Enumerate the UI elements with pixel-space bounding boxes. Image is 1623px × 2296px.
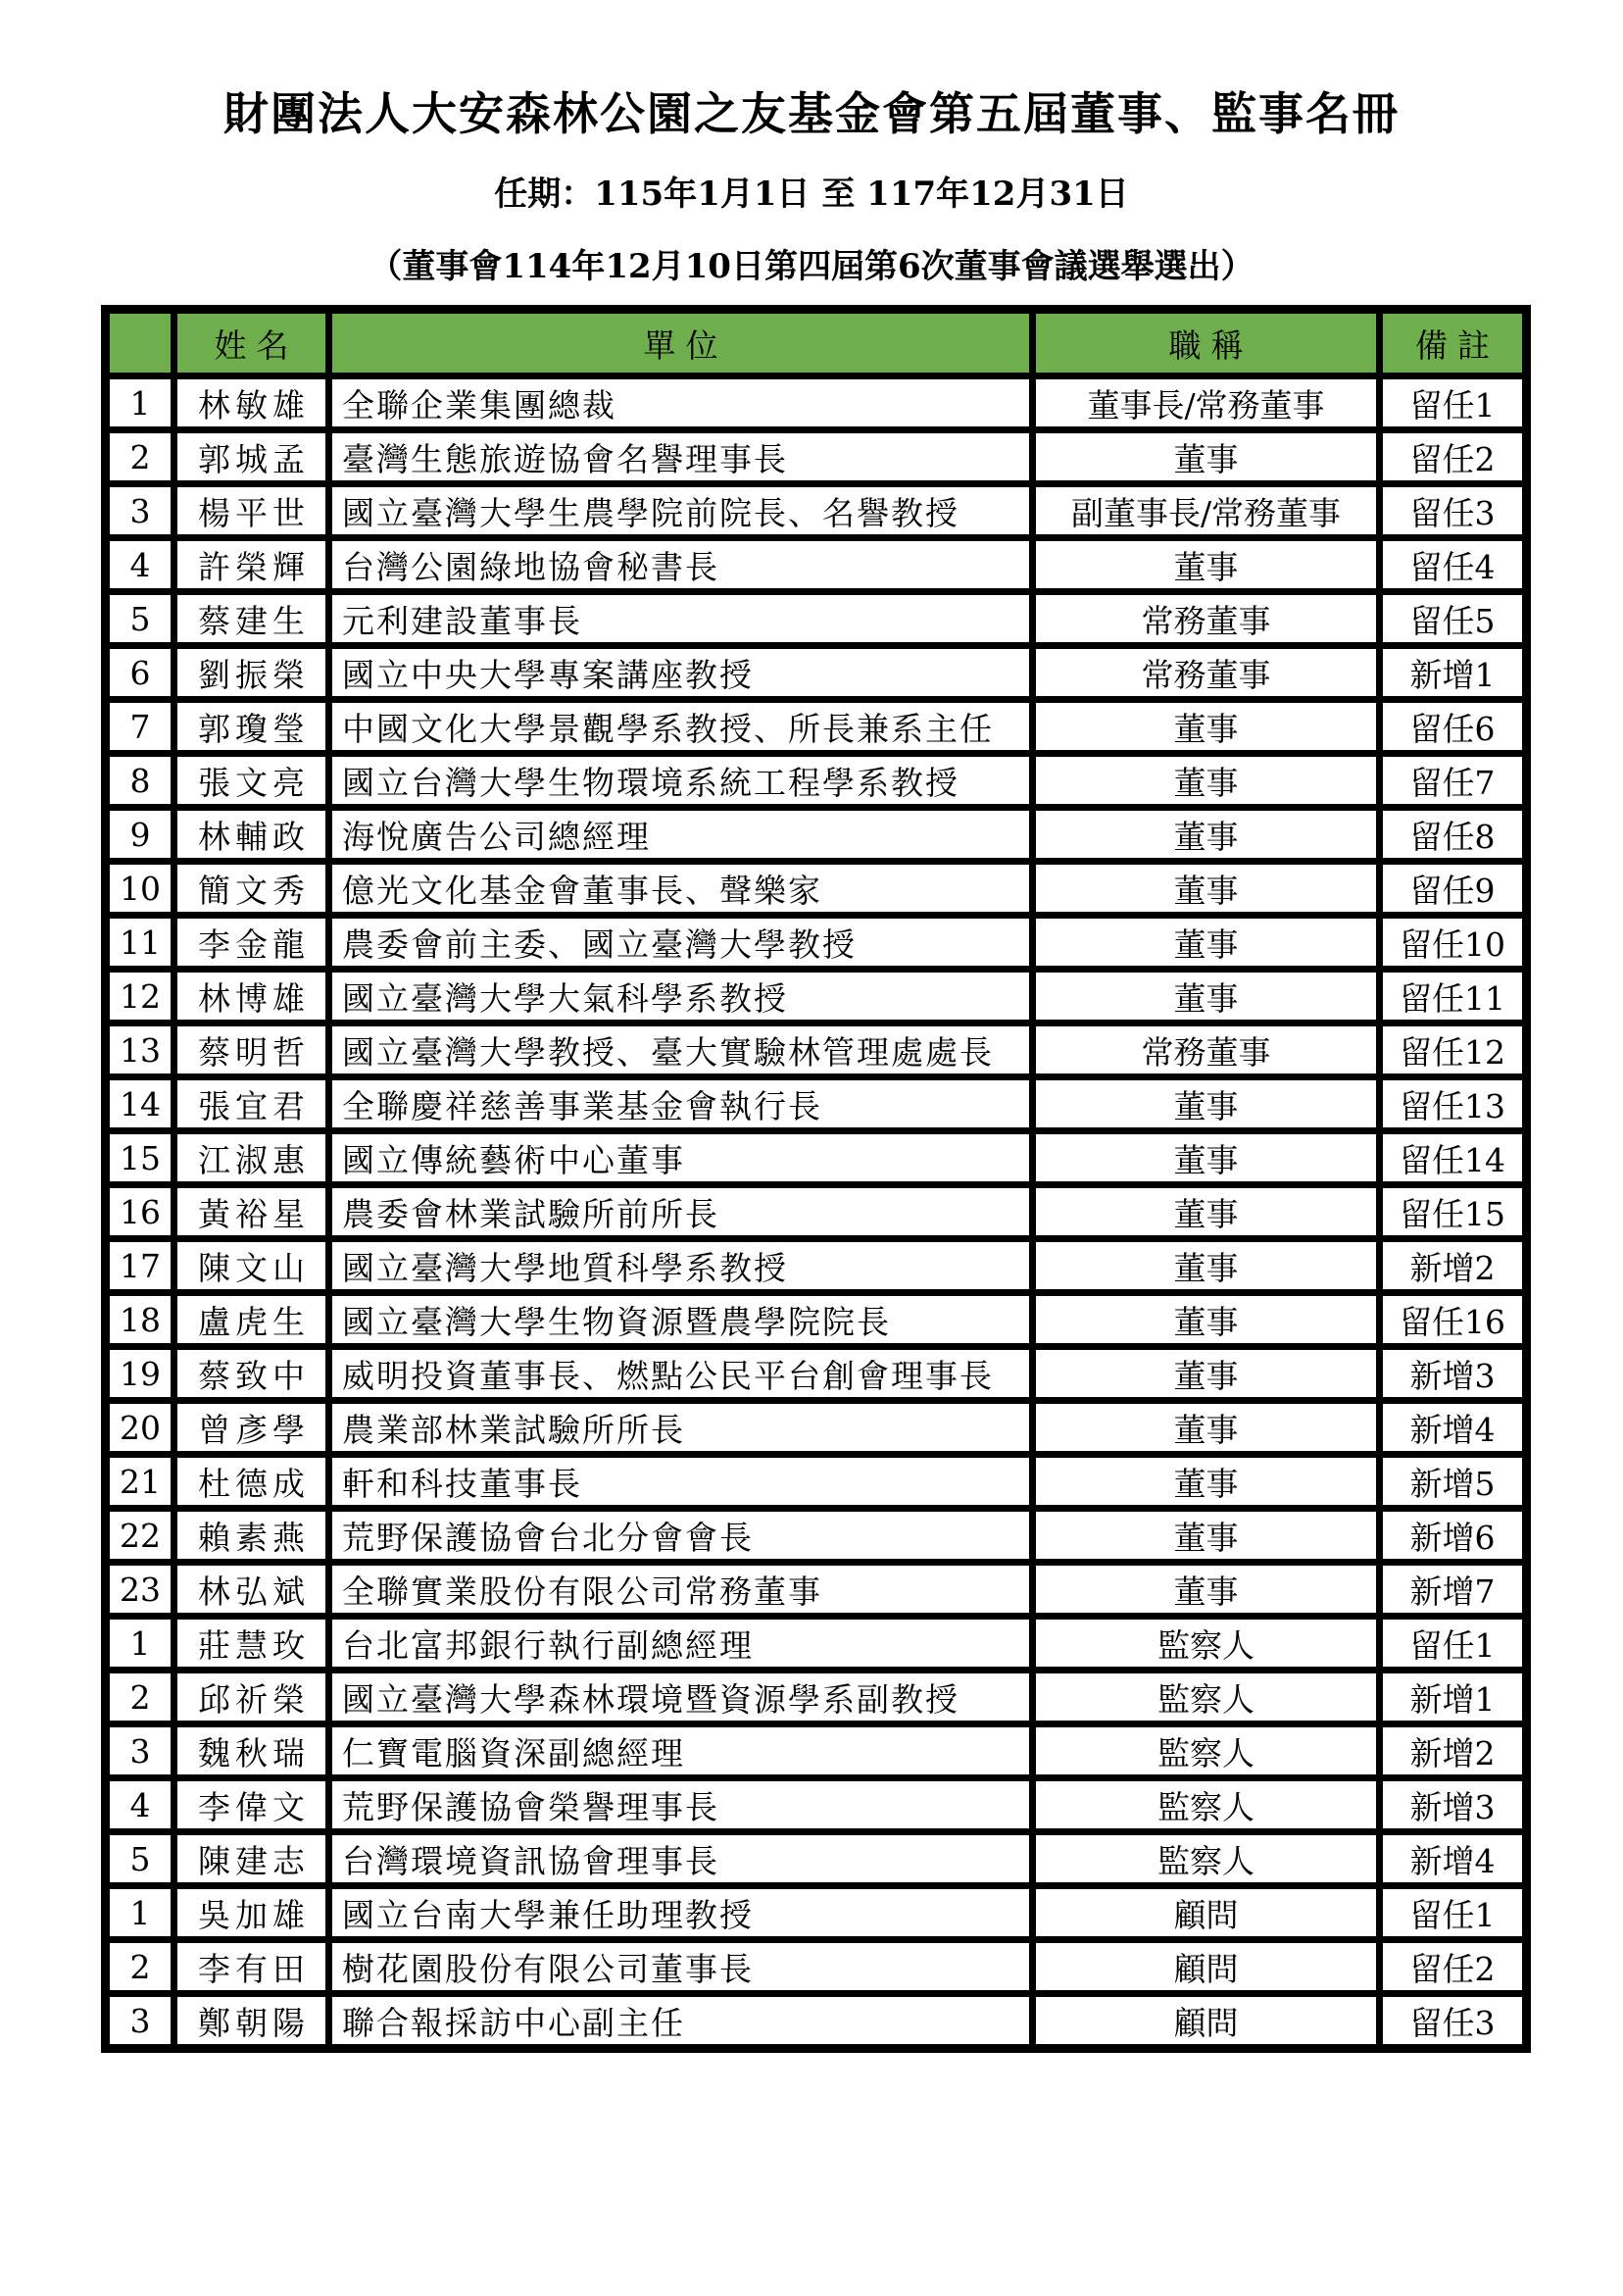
- cell-unit: 國立臺灣大學森林環境暨資源學系副教授: [329, 1671, 1033, 1724]
- cell-name: 盧虎生: [174, 1293, 329, 1347]
- cell-note: 留任4: [1380, 538, 1527, 592]
- table-row: [106, 1401, 1527, 1455]
- cell-title: 董事: [1033, 1347, 1380, 1401]
- cell-title: 顧問: [1033, 1994, 1380, 2049]
- header-cell-name: 姓名: [174, 310, 329, 376]
- table-row: [106, 484, 1527, 538]
- cell-name: 簡文秀: [174, 862, 329, 916]
- cell-note: 新增3: [1380, 1347, 1527, 1401]
- cell-unit: 全聯慶祥慈善事業基金會執行長: [329, 1077, 1033, 1131]
- cell-name: 郭城孟: [174, 430, 329, 484]
- cell-no: 8: [106, 754, 174, 808]
- cell-unit: 台灣公園綠地協會秘書長: [329, 538, 1033, 592]
- cell-name: 許榮輝: [174, 538, 329, 592]
- cell-no: 21: [106, 1455, 174, 1509]
- cell-unit: 台北富邦銀行執行副總經理: [329, 1617, 1033, 1671]
- cell-note: 留任13: [1380, 1077, 1527, 1131]
- table-row: [106, 970, 1527, 1023]
- cell-unit: 臺灣生態旅遊協會名譽理事長: [329, 430, 1033, 484]
- header-cell-title: 職稱: [1033, 310, 1380, 376]
- cell-title: 常務董事: [1033, 1023, 1380, 1077]
- cell-title: 董事: [1033, 1455, 1380, 1509]
- cell-no: 1: [106, 1886, 174, 1940]
- table-row: [106, 754, 1527, 808]
- cell-name: 鄭朝陽: [174, 1994, 329, 2049]
- cell-unit: 荒野保護協會榮譽理事長: [329, 1778, 1033, 1832]
- cell-name: 林博雄: [174, 970, 329, 1023]
- cell-title: 董事: [1033, 700, 1380, 754]
- cell-name: 曾彥學: [174, 1401, 329, 1455]
- table-row: [106, 1347, 1527, 1401]
- cell-no: 10: [106, 862, 174, 916]
- cell-title: 董事: [1033, 1185, 1380, 1239]
- cell-title: 董事: [1033, 1563, 1380, 1617]
- cell-no: 5: [106, 592, 174, 646]
- cell-no: 1: [106, 376, 174, 430]
- header-cell-no: [106, 310, 174, 376]
- cell-note: 留任12: [1380, 1023, 1527, 1077]
- cell-title: 監察人: [1033, 1671, 1380, 1724]
- cell-title: 董事: [1033, 970, 1380, 1023]
- cell-name: 陳文山: [174, 1239, 329, 1293]
- table-row: [106, 1131, 1527, 1185]
- cell-unit: 國立臺灣大學生物資源暨農學院院長: [329, 1293, 1033, 1347]
- cell-name: 劉振榮: [174, 646, 329, 700]
- header-cell-unit: 單位: [329, 310, 1033, 376]
- table-row: [106, 1724, 1527, 1778]
- cell-title: 監察人: [1033, 1617, 1380, 1671]
- cell-no: 17: [106, 1239, 174, 1293]
- cell-title: 董事: [1033, 916, 1380, 970]
- cell-title: 董事: [1033, 1293, 1380, 1347]
- cell-unit: 億光文化基金會董事長、聲樂家: [329, 862, 1033, 916]
- cell-no: 18: [106, 1293, 174, 1347]
- cell-title: 常務董事: [1033, 592, 1380, 646]
- cell-no: 4: [106, 1778, 174, 1832]
- cell-note: 留任1: [1380, 376, 1527, 430]
- cell-note: 新增1: [1380, 1671, 1527, 1724]
- cell-note: 留任5: [1380, 592, 1527, 646]
- cell-no: 1: [106, 1617, 174, 1671]
- roster-table-header: [106, 310, 1527, 376]
- cell-note: 新增1: [1380, 646, 1527, 700]
- table-row: [106, 1671, 1527, 1724]
- cell-no: 15: [106, 1131, 174, 1185]
- cell-unit: 仁寶電腦資深副總經理: [329, 1724, 1033, 1778]
- cell-unit: 威明投資董事長、燃點公民平台創會理事長: [329, 1347, 1033, 1401]
- cell-title: 董事: [1033, 538, 1380, 592]
- cell-note: 留任2: [1380, 1940, 1527, 1994]
- cell-name: 李金龍: [174, 916, 329, 970]
- cell-name: 吳加雄: [174, 1886, 329, 1940]
- cell-title: 顧問: [1033, 1940, 1380, 1994]
- cell-title: 董事: [1033, 1131, 1380, 1185]
- table-row: [106, 1455, 1527, 1509]
- table-row: [106, 808, 1527, 862]
- cell-note: 留任16: [1380, 1293, 1527, 1347]
- cell-no: 23: [106, 1563, 174, 1617]
- table-row: [106, 1563, 1527, 1617]
- cell-note: 新增4: [1380, 1401, 1527, 1455]
- cell-name: 張宜君: [174, 1077, 329, 1131]
- cell-name: 莊慧玫: [174, 1617, 329, 1671]
- cell-unit: 軒和科技董事長: [329, 1455, 1033, 1509]
- cell-unit: 台灣環境資訊協會理事長: [329, 1832, 1033, 1886]
- cell-note: 新增7: [1380, 1563, 1527, 1617]
- cell-note: 留任3: [1380, 1994, 1527, 2049]
- roster-table-body: [106, 376, 1527, 2049]
- cell-no: 6: [106, 646, 174, 700]
- cell-note: 留任6: [1380, 700, 1527, 754]
- table-row: [106, 1617, 1527, 1671]
- cell-note: 留任1: [1380, 1617, 1527, 1671]
- cell-name: 賴素燕: [174, 1509, 329, 1563]
- cell-note: 留任15: [1380, 1185, 1527, 1239]
- cell-name: 蔡致中: [174, 1347, 329, 1401]
- term-line: 任期：115年1月1日 至 117年12月31日: [494, 175, 1129, 214]
- table-row: [106, 1077, 1527, 1131]
- cell-note: 留任9: [1380, 862, 1527, 916]
- cell-unit: 國立臺灣大學生農學院前院長、名譽教授: [329, 484, 1033, 538]
- table-row: [106, 1023, 1527, 1077]
- cell-note: 留任2: [1380, 430, 1527, 484]
- cell-no: 22: [106, 1509, 174, 1563]
- cell-name: 張文亮: [174, 754, 329, 808]
- cell-unit: 國立台灣大學生物環境系統工程學系教授: [329, 754, 1033, 808]
- table-row: [106, 1185, 1527, 1239]
- cell-title: 監察人: [1033, 1724, 1380, 1778]
- table-row: [106, 538, 1527, 592]
- cell-title: 副董事長/常務董事: [1033, 484, 1380, 538]
- cell-name: 蔡建生: [174, 592, 329, 646]
- cell-name: 魏秋瑞: [174, 1724, 329, 1778]
- election-note-line: （董事會114年12月10日第四屆第6次董事會議選舉選出）: [369, 247, 1254, 286]
- table-row: [106, 916, 1527, 970]
- cell-unit: 全聯企業集團總裁: [329, 376, 1033, 430]
- cell-note: 留任14: [1380, 1131, 1527, 1185]
- cell-unit: 荒野保護協會台北分會會長: [329, 1509, 1033, 1563]
- cell-unit: 國立台南大學兼任助理教授: [329, 1886, 1033, 1940]
- cell-name: 杜德成: [174, 1455, 329, 1509]
- cell-no: 3: [106, 484, 174, 538]
- cell-note: 新增3: [1380, 1778, 1527, 1832]
- cell-name: 邱祈榮: [174, 1671, 329, 1724]
- cell-no: 19: [106, 1347, 174, 1401]
- cell-unit: 農委會林業試驗所前所長: [329, 1185, 1033, 1239]
- table-row: [106, 862, 1527, 916]
- cell-name: 林輔政: [174, 808, 329, 862]
- cell-no: 13: [106, 1023, 174, 1077]
- cell-unit: 國立中央大學專案講座教授: [329, 646, 1033, 700]
- cell-name: 李偉文: [174, 1778, 329, 1832]
- cell-unit: 中國文化大學景觀學系教授、所長兼系主任: [329, 700, 1033, 754]
- cell-title: 顧問: [1033, 1886, 1380, 1940]
- cell-name: 林敏雄: [174, 376, 329, 430]
- table-row: [106, 1293, 1527, 1347]
- cell-no: 12: [106, 970, 174, 1023]
- cell-note: 留任1: [1380, 1886, 1527, 1940]
- cell-name: 陳建志: [174, 1832, 329, 1886]
- cell-unit: 海悅廣告公司總經理: [329, 808, 1033, 862]
- cell-title: 董事: [1033, 1509, 1380, 1563]
- table-row: [106, 1940, 1527, 1994]
- cell-title: 董事: [1033, 1239, 1380, 1293]
- cell-no: 2: [106, 1940, 174, 1994]
- cell-note: 新增4: [1380, 1832, 1527, 1886]
- cell-no: 2: [106, 1671, 174, 1724]
- cell-no: 3: [106, 1724, 174, 1778]
- cell-title: 董事: [1033, 1401, 1380, 1455]
- cell-no: 7: [106, 700, 174, 754]
- table-row: [106, 646, 1527, 700]
- cell-note: 留任11: [1380, 970, 1527, 1023]
- cell-title: 董事: [1033, 808, 1380, 862]
- cell-title: 董事: [1033, 754, 1380, 808]
- cell-note: 新增6: [1380, 1509, 1527, 1563]
- document-title: 財團法人大安森林公園之友基金會第五屆董事、監事名冊: [223, 87, 1400, 140]
- cell-no: 11: [106, 916, 174, 970]
- table-row: [106, 592, 1527, 646]
- cell-no: 3: [106, 1994, 174, 2049]
- cell-unit: 樹花園股份有限公司董事長: [329, 1940, 1033, 1994]
- table-row: [106, 1509, 1527, 1563]
- cell-unit: 元利建設董事長: [329, 592, 1033, 646]
- cell-title: 董事: [1033, 430, 1380, 484]
- table-row: [106, 700, 1527, 754]
- table-row: [106, 1239, 1527, 1293]
- cell-title: 常務董事: [1033, 646, 1380, 700]
- cell-unit: 全聯實業股份有限公司常務董事: [329, 1563, 1033, 1617]
- cell-unit: 國立臺灣大學教授、臺大實驗林管理處處長: [329, 1023, 1033, 1077]
- cell-name: 蔡明哲: [174, 1023, 329, 1077]
- cell-title: 監察人: [1033, 1778, 1380, 1832]
- cell-note: 留任8: [1380, 808, 1527, 862]
- cell-name: 郭瓊瑩: [174, 700, 329, 754]
- header-row: [106, 310, 1527, 376]
- header-cell-note: 備註: [1380, 310, 1527, 376]
- cell-no: 9: [106, 808, 174, 862]
- cell-name: 林弘斌: [174, 1563, 329, 1617]
- table-row: [106, 1832, 1527, 1886]
- roster-table: [101, 305, 1531, 2053]
- cell-note: 留任10: [1380, 916, 1527, 970]
- table-row: [106, 430, 1527, 484]
- table-row: [106, 1778, 1527, 1832]
- cell-note: 留任7: [1380, 754, 1527, 808]
- table-row: [106, 1994, 1527, 2049]
- cell-title: 董事: [1033, 1077, 1380, 1131]
- cell-title: 董事: [1033, 862, 1380, 916]
- cell-name: 江淑惠: [174, 1131, 329, 1185]
- cell-unit: 農業部林業試驗所所長: [329, 1401, 1033, 1455]
- cell-note: 新增2: [1380, 1724, 1527, 1778]
- cell-name: 黃裕星: [174, 1185, 329, 1239]
- cell-note: 新增5: [1380, 1455, 1527, 1509]
- cell-unit: 國立臺灣大學大氣科學系教授: [329, 970, 1033, 1023]
- cell-no: 20: [106, 1401, 174, 1455]
- cell-unit: 國立傳統藝術中心董事: [329, 1131, 1033, 1185]
- cell-unit: 國立臺灣大學地質科學系教授: [329, 1239, 1033, 1293]
- cell-note: 留任3: [1380, 484, 1527, 538]
- cell-title: 監察人: [1033, 1832, 1380, 1886]
- cell-name: 楊平世: [174, 484, 329, 538]
- table-row: [106, 1886, 1527, 1940]
- cell-no: 4: [106, 538, 174, 592]
- cell-unit: 農委會前主委、國立臺灣大學教授: [329, 916, 1033, 970]
- cell-no: 2: [106, 430, 174, 484]
- cell-no: 14: [106, 1077, 174, 1131]
- cell-no: 5: [106, 1832, 174, 1886]
- cell-name: 李有田: [174, 1940, 329, 1994]
- cell-title: 董事長/常務董事: [1033, 376, 1380, 430]
- cell-note: 新增2: [1380, 1239, 1527, 1293]
- cell-unit: 聯合報採訪中心副主任: [329, 1994, 1033, 2049]
- table-row: [106, 376, 1527, 430]
- cell-no: 16: [106, 1185, 174, 1239]
